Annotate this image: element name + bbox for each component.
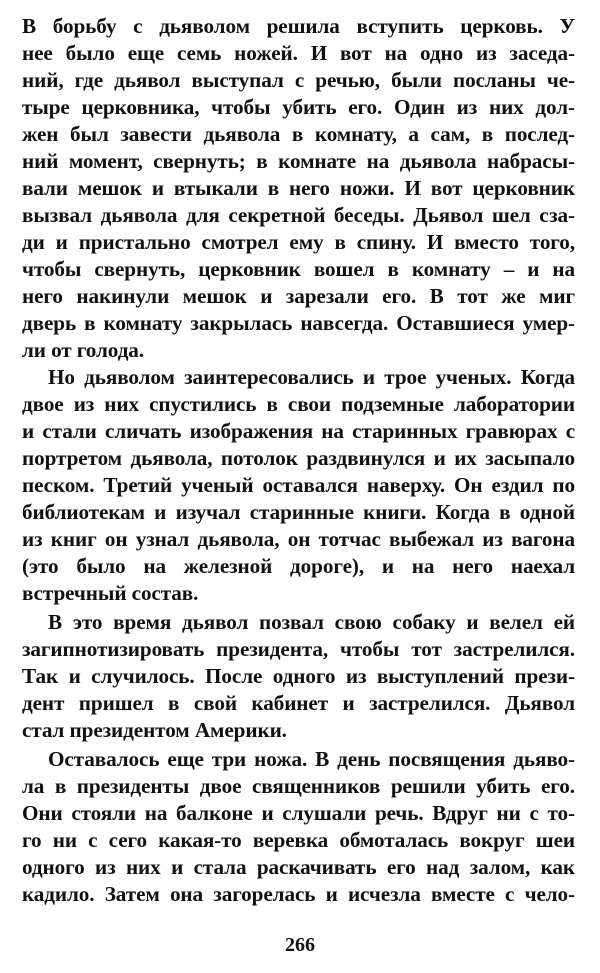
text-line: В это время дьявол позвал свою собаку и велел ей [48,610,575,634]
text-line: из книг он узнал дьявола, он тотчас выбежал из вагона [22,527,575,551]
text-line: ла в президенты двое священников решили убить его. [22,774,575,798]
text-line: ли от голода. [22,338,144,362]
text-line: Они стояли на балконе и слушали речь. Вдруг ни с то- [22,801,575,825]
text-line: дверь в комнату закрылась навсегда. Оставшиеся умер- [22,311,575,335]
text-line: и стали сличать изображения на старинных гравюрах с [22,419,575,443]
text-line: Но дьяволом заинтересовались и трое ученых. Когда [48,365,575,389]
text-line: двое из них спустились в свои подземные лаборатории [22,392,575,416]
text-line: тыре церковника, чтобы убить его. Один из них дол- [22,95,575,119]
text-line: ди и пристально смотрел ему в спину. И вместо того, [22,230,575,254]
text-line: (это было на железной дороге), и на него наехал [22,554,575,578]
text-line: вызвал дьявола для секретной беседы. Дьявол шел сза- [22,203,575,227]
text-line: В борьбу с дьяволом решила вступить церковь. У [22,14,575,38]
text-line: Оставалось еще три ножа. В день посвящения дьяво- [48,747,575,771]
text-line: кадило. Затем она загорелась и исчезла вместе с чело- [22,882,575,906]
text-line: портретом дьявола, потолок раздвинулся и их засыпало [22,446,575,470]
text-line: библиотекам и изучал старинные книги. Когда в одной [22,500,575,524]
text-line: одного из них и стала раскачивать его над залом, как [22,855,575,879]
text-line: дент пришел в свой кабинет и застрелился. Дьявол [22,691,575,715]
text-line: го ни с сего какая-то веревка обмоталась вокруг шеи [22,828,575,852]
text-line: ний момент, свернуть; в комнате на дьявола набрасы- [22,149,575,173]
text-line: чтобы свернуть, церковник вошел в комнату – и на [22,257,575,281]
text-line: песком. Третий ученый оставался наверху. Он ездил по [22,473,575,497]
text-line: стал президентом Америки. [22,718,287,742]
text-line: загипнотизировать президента, чтобы тот застрелился. [22,637,575,661]
page-number: 266 [285,934,315,956]
text-line: жен был завести дьявола в комнату, а сам, в послед- [22,122,575,146]
text-line: него накинули мешок и зарезали его. В тот же миг [22,284,575,308]
text-line: ний, где дьявол выступал с речью, были посланы че- [22,68,575,92]
text-line: вали мешок и втыкали в него ножи. И вот церковник [22,176,575,200]
text-line: встречный состав. [22,581,199,605]
text-line: Так и случилось. После одного из выступлений прези- [22,664,575,688]
text-line: нее было еще семь ножей. И вот на одно из заседа- [22,41,575,65]
